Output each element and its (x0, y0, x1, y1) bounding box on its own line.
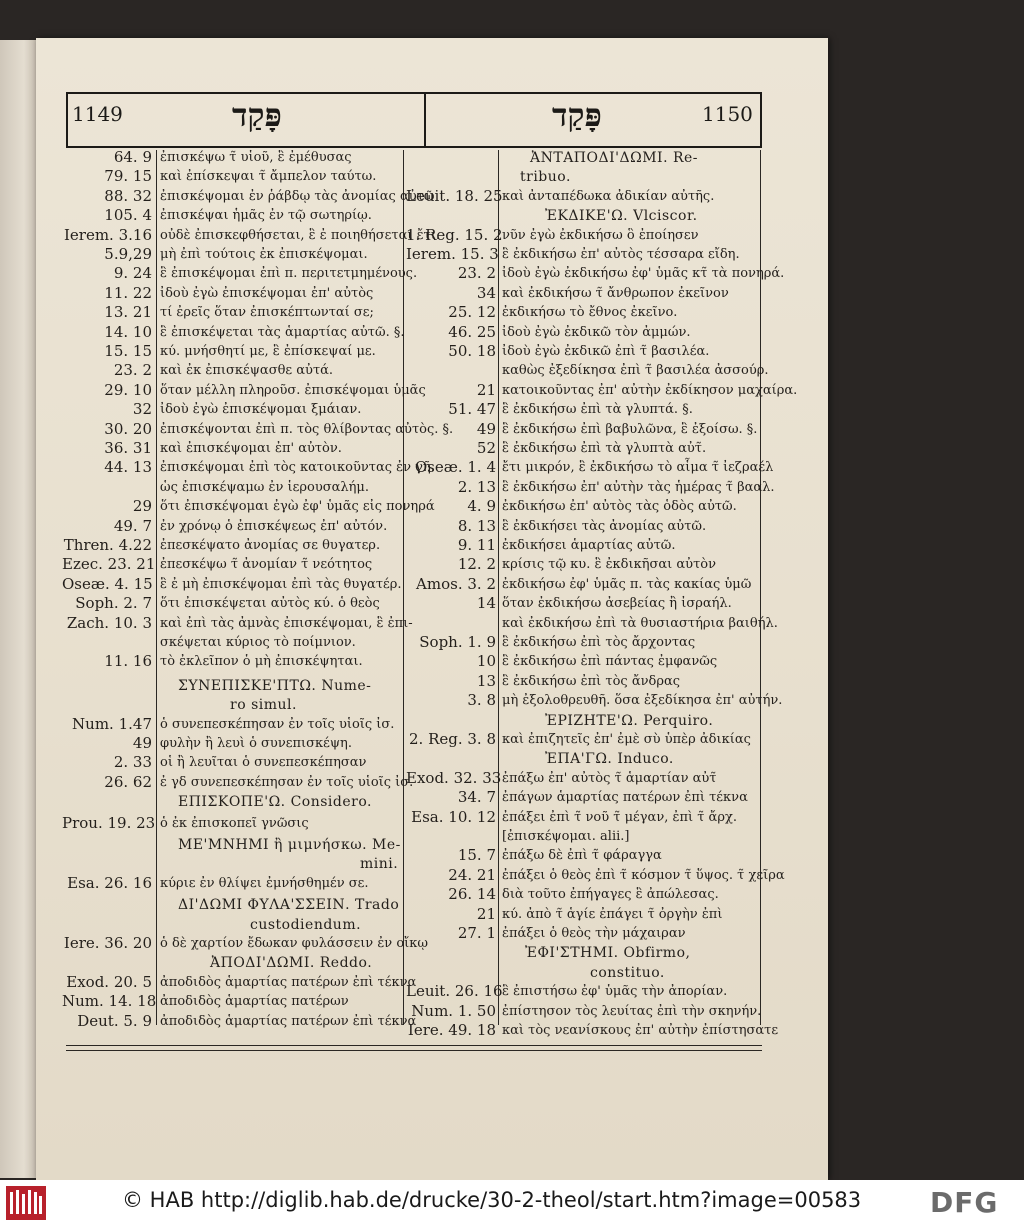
scripture-reference: 36. 31 (104, 439, 152, 457)
scripture-reference: Num. 1.47 (72, 714, 152, 733)
scripture-reference: Thren. 4.22 (63, 536, 152, 554)
scripture-reference: 27. 1 (457, 924, 496, 942)
greek-citation: ἰδοὺ ἐγὼ ἐπισκέψομαι ξμάιαν. (160, 402, 362, 418)
greek-citation: φυλὴν ἢ λευὶ ὁ συνεπισκέψη. (160, 736, 352, 751)
lemma-heading: mini. (360, 856, 399, 873)
greek-citation: καὶ ἐκδικήσω ἐπὶ τὰ θυσιαστήρια βαιθήλ. (502, 615, 778, 631)
scripture-reference: 14 (476, 594, 496, 613)
left-page-number: 1149 (72, 102, 123, 126)
greek-citation: ἐ γδ συνεπεσκέπησαν ἐν τοῖς υἱοῖς ἰσ. (160, 774, 414, 790)
scripture-reference: 49 (132, 734, 152, 752)
greek-citation: ἐπισκέψομαι ἐν ῥάβδῳ τὰς ἀνομίας αὐτῶ (160, 188, 435, 204)
greek-citation: ἓ ἐ μὴ ἐπισκέψομαι ἐπὶ τὰς θυγατέρ. (160, 576, 402, 592)
greek-citation: ὅτι ἐπισκέψεται αὐτὸς κύ. ὁ θεὸς (160, 596, 380, 612)
greek-citation: ἰδοὺ ἐγὼ ἐκδικῶ τὸν ἀμμών. (502, 324, 691, 340)
greek-citation: ἀποδιδὸς ἁμαρτίας πατέρων ἐπὶ τέκνα (160, 1013, 417, 1029)
greek-citation: [ἐπισκέψομαι. alii.] (502, 829, 630, 844)
greek-citation: τὸ ἐκλεῖπον ὁ μὴ ἐπισκέψηται. (160, 654, 363, 670)
scripture-reference: Ezec. 23. 21 (62, 555, 156, 574)
lemma-heading: ΔΙ'ΔΩΜΙ ΦΥΛΑ'ΣΣΕΙΝ. Trado (178, 897, 400, 914)
scripture-reference: Leuit. 18. 25 (406, 186, 503, 205)
scripture-reference: 4. 9 (467, 497, 496, 516)
scripture-reference: 30. 20 (104, 419, 152, 438)
lemma-heading: constituo. (590, 964, 665, 981)
greek-citation: ὁ δὲ χαρτίον ἔδωκαν φυλάσσειν ἐν οἴκῳ (160, 936, 428, 951)
scripture-reference: Leuit. 26. 16 (406, 982, 503, 1001)
scripture-reference: 11. 22 (104, 283, 152, 302)
lemma-heading: ἘΦΙ'ΣΤΗΜΙ. Obfirmo, (525, 945, 691, 962)
greek-citation: καθὼς ἐξεδίκησα ἐπὶ τ̃ βασιλέα ἀσσούρ. (502, 363, 769, 379)
lemma-heading: ΣΥΝΕΠΙΣΚΕ'ΠΤΩ. Nume- (178, 677, 372, 694)
greek-citation: ὁ συνεπεσκέπησαν ἐν τοῖς υἱοῖς ἰσ. (160, 716, 395, 732)
greek-citation: ὅτι ἐπισκέψομαι ἐγὼ ἐφ' ὑμᾶς εἰς πονηρά (160, 499, 435, 515)
scripture-reference: 29 (132, 497, 152, 516)
scripture-reference: 2. 13 (457, 477, 496, 496)
greek-citation: ἰδοὺ ἐγὼ ἐπισκέψομαι ἐπ' αὐτὸς (160, 285, 374, 301)
greek-citation: ἐκδικήσω ἐπ' αὐτὸς τὰς ὁδὸς αὐτῶ. (502, 499, 737, 515)
scripture-reference: 2. 33 (113, 753, 152, 772)
greek-citation: καὶ ἀνταπέδωκα ἀδικίαν αὐτῆς. (502, 188, 715, 204)
scripture-reference: Iere. 49. 18 (407, 1021, 496, 1039)
greek-citation: ἐπισκέψομαι ἐπὶ τὸς κατοικοῦντας ἐν γῆ. (160, 460, 435, 476)
scripture-reference: 25. 12 (448, 303, 496, 322)
scripture-reference: 2. Reg. 3. 8 (408, 730, 496, 748)
lemma-heading: ἈΝΤΑΠΟΔΙ'ΔΩΜΙ. Re- (530, 150, 699, 166)
scripture-reference: 8. 13 (457, 516, 496, 535)
greek-citation: ἓ ἐκδικήσω ἐπὶ τὰ γλυπτὰ αὐτ̃. (502, 441, 707, 456)
scripture-reference: Oseæ. 4. 15 (62, 574, 153, 593)
scripture-reference: 9. 24 (113, 264, 152, 283)
left-hebrew-heading: פָּקַד (232, 96, 282, 134)
scripture-reference: 44. 13 (104, 458, 152, 477)
scripture-reference: Iere. 36. 20 (63, 934, 152, 952)
footer-rule-1 (66, 1045, 762, 1046)
right-hebrew-heading: פָּקַד (552, 96, 602, 134)
scripture-reference: Esa. 10. 12 (411, 807, 496, 826)
scripture-reference: 13 (476, 671, 496, 690)
dfg-logo: DFG (930, 1186, 999, 1219)
scripture-reference: 24. 21 (448, 865, 496, 884)
lemma-heading: ἘΚΔΙΚΕ'Ω. Vlciscor. (545, 208, 698, 225)
scripture-reference: 3. 8 (467, 691, 496, 710)
scripture-reference: 26. 14 (448, 885, 496, 904)
scripture-reference: Oseæ. 1. 4 (414, 458, 496, 477)
scripture-reference: 23. 2 (113, 361, 152, 380)
header-rule-top (66, 92, 762, 94)
lemma-heading: ἘΠΑ'ΓΩ. Induco. (545, 751, 674, 768)
greek-citation: ἐπάξει ὁ θεὸς ἐπὶ τ̃ κόσμον τ̃ ὕψος. τ̃ χεῖρα (502, 867, 785, 883)
greek-citation: ἐπισκέψαι ἡμᾶς ἐν τῷ σωτηρίῳ. (160, 208, 372, 224)
lemma-heading: custodiendum. (250, 916, 362, 933)
greek-citation: ἓ ἐκδικήσω ἐπὶ πάντας ἐμφανῶς (502, 654, 718, 670)
scripture-reference: 9. 11 (457, 536, 496, 554)
greek-citation: ἐπάξει ὁ θεὸς τὴν μάχαιραν (502, 926, 686, 941)
footer-rule-2 (66, 1050, 762, 1051)
greek-citation: διὰ τοῦτο ἐπήγαγες ἓ ἀπώλεσας. (502, 887, 719, 903)
scripture-reference: 21 (476, 904, 496, 923)
lemma-heading: tribuo. (520, 169, 571, 186)
greek-citation: ὡς ἐπισκέψαμω ἐν ἱερουσαλήμ. (160, 479, 369, 495)
greek-citation: ὅταν ἐκδικήσω ἀσεβείας ἢ ἰσραήλ. (502, 596, 732, 612)
greek-citation: ἐν χρόνῳ ὁ ἐπισκέψεως ἐπ' αὐτόν. (160, 518, 388, 534)
header-rule-bottom (66, 146, 762, 148)
scripture-reference: Zach. 10. 3 (66, 613, 152, 632)
greek-citation: σκέψεται κύριος τὸ ποίμνιον. (160, 635, 356, 650)
scripture-reference: 10 (476, 652, 496, 671)
greek-citation: ἰδοὺ ἐγὼ ἐκδικῶ ἐπὶ τ̃ βασιλέα. (502, 344, 710, 359)
scripture-reference: 23. 2 (457, 264, 496, 283)
greek-citation: καὶ ἐπὶ τὰς ἀμνὰς ἐπισκέψομαι, ἓ ἐπι- (160, 615, 413, 631)
greek-citation: μὴ ἐξολοθρευθῆ. ὅσα ἐξεδίκησα ἐπ' αὐτήν. (502, 693, 783, 709)
hab-logo-icon (6, 1186, 46, 1220)
greek-citation: ἀποδιδὸς ἁμαρτίας πατέρων (160, 994, 349, 1010)
greek-citation: ἐπάξει ἐπὶ τ̃ νοῦ τ̃ μέγαν, ἐπὶ τ̃ ἄρχ. (502, 809, 737, 825)
right-page-number: 1150 (702, 102, 753, 126)
greek-citation: οὐδὲ ἐπισκεφθήσεται, ἓ ἐ ποιηθήσεται ἔτι. (160, 227, 440, 243)
greek-citation: ἐπάγων ἁμαρτίας πατέρων ἐπὶ τέκνα (502, 790, 748, 806)
greek-citation: ἓ ἐκδικήσω ἐπὶ τὸς ἄρχοντας (502, 635, 696, 650)
scripture-reference: Num. 14. 18 (62, 992, 157, 1011)
lemma-heading: ΕΠΙΣΚΟΠΕ'Ω. Considero. (178, 794, 372, 811)
greek-citation: ἐπεσκέψω τ̃ ἀνομίαν τ̃ νεότητος (160, 557, 373, 573)
scripture-reference: 50. 18 (448, 342, 496, 360)
scripture-reference: 34. 7 (457, 788, 496, 807)
scripture-reference: Ierem. 15. 3 (406, 245, 499, 263)
scripture-reference: 15. 15 (104, 342, 152, 360)
scripture-reference: 64. 9 (113, 148, 152, 166)
lemma-heading: ro simul. (230, 697, 297, 714)
greek-citation: ἐκδικήσει ἁμαρτίας αὐτῶ. (502, 538, 676, 553)
scripture-reference: 105. 4 (104, 206, 152, 225)
greek-citation: ἐπισκέψω τ̃ υἱοῦ, ἓ ἐμέθυσας (160, 150, 352, 165)
greek-citation: καὶ ἐπισκέψομαι ἐπ' αὐτὸν. (160, 441, 342, 456)
scripture-reference: Prou. 19. 23 (62, 813, 156, 832)
greek-citation: τί ἐρεῖς ὅταν ἐπισκέπτωνταί σε; (160, 305, 374, 321)
header-rule-center (424, 92, 426, 148)
right-ref-rule (498, 150, 499, 1025)
greek-citation: ἓ ἐκδικήσω ἐπὶ βαβυλῶνα, ἓ ἐξοίσω. §. (502, 421, 758, 437)
scripture-reference: Exod. 32. 33 (406, 768, 502, 787)
greek-citation: ἓ ἐκδικήσει τὰς ἀνομίας αὐτῶ. (502, 518, 707, 534)
greek-citation: ἓ ἐπισκέψεται τὰς ἁμαρτίας αὐτῶ. §. (160, 324, 405, 340)
greek-citation: καὶ ἐπιζητεῖς ἐπ' ἐμὲ σὺ ὑπὲρ ἀδικίας (502, 732, 751, 747)
scripture-reference: 11. 16 (104, 652, 152, 671)
scripture-reference: Exod. 20. 5 (66, 972, 152, 991)
greek-citation: ἐπεσκέψατο ἀνομίας σε θυγατερ. (160, 538, 381, 553)
greek-citation: κύ. ἀπὸ τ̃ ἁγίε ἐπάγει τ̃ ὀργὴν ἐπὶ (502, 906, 723, 922)
greek-citation: καὶ τὸς νεανίσκους ἐπ' αὐτὴν ἐπίστησατε (502, 1023, 779, 1038)
greek-citation: κρίσις τῷ κυ. ἓ ἐκδικῆσαι αὐτὸν (502, 557, 716, 573)
scripture-reference: 46. 25 (448, 322, 496, 341)
greek-citation: ἓ ἐπιστήσω ἐφ' ὑμᾶς τὴν ἀπορίαν. (502, 984, 728, 1000)
greek-citation: ἓ ἐκδικήσω ἐπ' αὐτὸς τέσσαρα εἴδη. (502, 247, 740, 262)
greek-citation: ἐκδικήσω τὸ ἔθνος ἐκεῖνο. (502, 305, 678, 321)
scripture-reference: 5.9,29 (104, 245, 152, 263)
scripture-reference: 13. 21 (104, 303, 152, 322)
scripture-reference: 29. 10 (104, 380, 152, 399)
header-rule-right (760, 92, 762, 148)
greek-citation: ἐπάξω ἐπ' αὐτὸς τ̃ ἁμαρτίαν αὐτ̃ (502, 770, 717, 786)
scripture-reference: 49. 7 (113, 516, 152, 535)
greek-citation: ἐπάξω δὲ ἐπὶ τ̃ φάραγγα (502, 848, 662, 864)
scripture-reference: 34 (476, 283, 496, 302)
greek-citation: καὶ ἐπίσκεψαι τ̃ ἄμπελον ταύτω. (160, 169, 377, 185)
scripture-reference: 51. 47 (448, 400, 496, 419)
lemma-heading: ἘΡΙΖΗΤΕ'Ω. Perquiro. (545, 712, 714, 729)
greek-citation: κύ. μνήσθητί με, ἓ ἐπίσκεψαί με. (160, 344, 376, 359)
scripture-reference: 49 (476, 419, 496, 438)
greek-citation: ἀποδιδὸς ἁμαρτίας πατέρων ἐπὶ τέκνα (160, 974, 417, 990)
scripture-reference: 88. 32 (104, 186, 152, 205)
greek-citation: ἓ ἐκδικήσω ἐπ' αὐτὴν τὰς ἡμέρας τ̃ βααλ. (502, 479, 775, 495)
greek-citation: ἔτι μικρόν, ἓ ἐκδικήσω τὸ αἷμα τ̃ ἰεζραέλ (502, 460, 774, 476)
scripture-reference: Deut. 5. 9 (77, 1011, 152, 1030)
scripture-reference: Soph. 1. 9 (419, 633, 496, 651)
lemma-heading: ΜΕ'ΜΝΗΜΙ ἢ μιμνήσκω. Me- (178, 837, 401, 853)
greek-citation: ἰδοὺ ἐγὼ ἐκδικήσω ἐφ' ὑμᾶς κτ̃ τὰ πονηρά. (502, 266, 785, 282)
scripture-reference: 12. 2 (457, 555, 496, 574)
greek-citation: ἐπίστησον τὸς λευίτας ἐπὶ τὴν σκηνήν. (502, 1003, 762, 1019)
greek-citation: κατοικοῦντας ἐπ' αὐτὴν ἐκδίκησον μαχαίρα. (502, 382, 798, 398)
greek-citation: κύριε ἐν θλίψει ἐμνήσθημέν σε. (160, 875, 369, 891)
greek-citation: καὶ ἐκδικήσω τ̃ ἄνθρωπον ἐκεῖνον (502, 285, 729, 301)
scripture-reference: 32 (132, 400, 152, 419)
header-rule-left (66, 92, 68, 148)
scripture-reference: Amos. 3. 2 (416, 574, 496, 593)
scripture-reference: Soph. 2. 7 (75, 594, 152, 613)
greek-citation: καὶ ἐκ ἐπισκέψασθε αὐτά. (160, 363, 334, 379)
scripture-reference: 15. 7 (457, 846, 496, 865)
greek-citation: ἓ ἐκδικήσω ἐπὶ τὸς ἄνδρας (502, 673, 681, 689)
greek-citation: νῦν ἐγὼ ἐκδικήσω ὃ ἐποίησεν (502, 227, 699, 243)
scripture-reference: 26. 62 (104, 772, 152, 791)
scripture-reference: 52 (476, 439, 496, 457)
book-left-leaf (0, 40, 40, 1178)
greek-citation: μὴ ἐπὶ τούτοις ἐκ ἐπισκέψομαι. (160, 247, 368, 262)
greek-citation: ἓ ἐκδικήσω ἐπὶ τὰ γλυπτά. §. (502, 402, 693, 418)
scripture-reference: 21 (476, 380, 496, 399)
scripture-reference: 1. Reg. 15. 2 (406, 225, 503, 244)
greek-citation: οἱ ἢ λευῖται ὁ συνεπεσκέπησαν (160, 755, 367, 771)
scripture-reference: Esa. 26. 16 (67, 873, 152, 892)
greek-citation: ἓ ἐπισκέψομαι ἐπὶ π. περιτετμημένους. (160, 266, 418, 282)
lemma-heading: ἈΠΟΔΙ'ΔΩΜΙ. Reddo. (210, 955, 373, 972)
greek-citation: ὅταν μέλλη πληροῦσ. ἐπισκέψομαι ὑμᾶς (160, 382, 426, 398)
left-ref-rule (156, 150, 157, 1025)
greek-citation: ὁ ἐκ ἐπισκοπεῖ γνῶσις (160, 815, 309, 831)
scripture-reference: 14. 10 (104, 322, 152, 341)
scripture-reference: Num. 1. 50 (411, 1001, 496, 1020)
scripture-reference: Ierem. 3.16 (63, 225, 152, 244)
greek-citation: ἐκδικήσω ἐφ' ὑμᾶς π. τὰς κακίας ὑμῶ (502, 576, 752, 592)
copyright-url[interactable]: © HAB http://diglib.hab.de/drucke/30-2-theol/start.htm?image=00583 (122, 1188, 862, 1212)
greek-citation: ἐπισκέψονται ἐπὶ π. τὸς θλίβοντας αὐτὸς. §. (160, 421, 454, 437)
scripture-reference: 79. 15 (104, 167, 152, 186)
